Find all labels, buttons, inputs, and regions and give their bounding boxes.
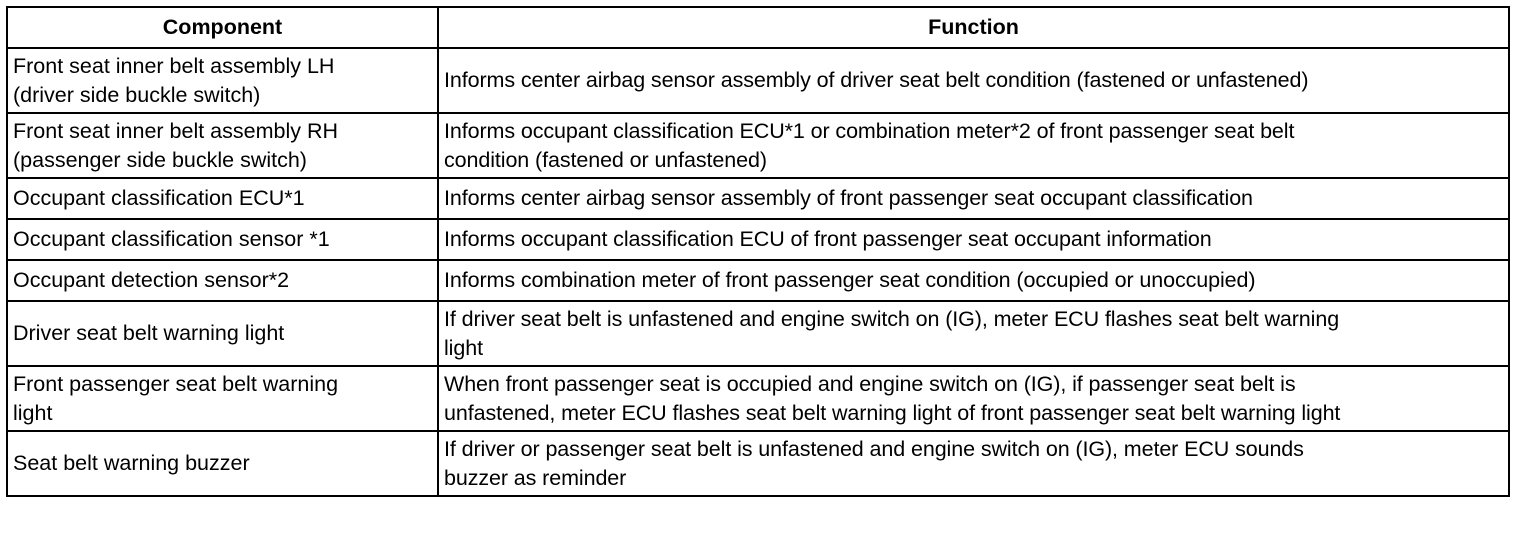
cell-line: Seat belt warning buzzer	[13, 451, 250, 475]
table-row	[7, 301, 1509, 366]
function-cell	[438, 48, 1509, 113]
cell-line: Informs combination meter of front passenger seat condition (occupied or unoccupied)	[444, 268, 1256, 292]
component-cell	[7, 366, 438, 431]
component-cell	[7, 113, 438, 178]
function-cell	[438, 366, 1509, 431]
function-cell	[438, 260, 1509, 301]
component-cell	[7, 178, 438, 219]
cell-line: Informs occupant classification ECU of front passenger seat occupant information	[444, 227, 1212, 251]
cell-line: Informs center airbag sensor assembly of front passenger seat occupant classification	[444, 186, 1253, 210]
function-cell	[438, 219, 1509, 260]
table-row	[7, 113, 1509, 178]
cell-line: condition (fastened or unfastened)	[444, 147, 767, 172]
column-header-function: Function	[438, 7, 1509, 48]
component-cell	[7, 48, 438, 113]
function-cell	[438, 178, 1509, 219]
component-function-table-container	[6, 6, 1508, 497]
function-cell	[438, 301, 1509, 366]
cell-line: Front passenger seat belt warning	[13, 371, 339, 396]
cell-line: (driver side buckle switch)	[13, 82, 261, 107]
cell-line: Occupant classification sensor *1	[13, 227, 330, 251]
cell-line: When front passenger seat is occupied and engine switch on (IG), if passenger seat belt is	[444, 371, 1296, 396]
table-row	[7, 178, 1509, 219]
column-header-component: Component	[7, 7, 438, 48]
cell-line: Occupant detection sensor*2	[13, 268, 290, 292]
table-row	[7, 219, 1509, 260]
cell-line: Front seat inner belt assembly RH	[13, 118, 339, 143]
component-function-table	[6, 6, 1510, 497]
cell-line: unfastened, meter ECU flashes seat belt warning light of front passenger seat belt warning light	[444, 400, 1341, 425]
component-cell	[7, 219, 438, 260]
function-cell	[438, 113, 1509, 178]
component-cell	[7, 260, 438, 301]
cell-line: Informs occupant classification ECU*1 or combination meter*2 of front passenger seat belt	[444, 118, 1295, 143]
component-cell	[7, 301, 438, 366]
cell-line: If driver seat belt is unfastened and engine switch on (IG), meter ECU flashes seat belt warning	[444, 306, 1340, 331]
table-row	[7, 366, 1509, 431]
cell-line: buzzer as reminder	[444, 465, 627, 490]
table-row	[7, 48, 1509, 113]
cell-line: Occupant classification ECU*1	[13, 186, 305, 210]
cell-line: (passenger side buckle switch)	[13, 147, 307, 172]
cell-line: If driver or passenger seat belt is unfastened and engine switch on (IG), meter ECU sounds	[444, 436, 1304, 461]
cell-line: light	[13, 400, 53, 425]
table-row	[7, 431, 1509, 496]
component-cell	[7, 431, 438, 496]
cell-line: Informs center airbag sensor assembly of driver seat belt condition (fastened or unfastened)	[444, 68, 1309, 92]
cell-line: Front seat inner belt assembly LH	[13, 53, 335, 78]
table-header-row	[7, 7, 1509, 48]
function-cell	[438, 431, 1509, 496]
table-row	[7, 260, 1509, 301]
cell-line: Driver seat belt warning light	[13, 321, 285, 345]
cell-line: light	[444, 335, 483, 360]
